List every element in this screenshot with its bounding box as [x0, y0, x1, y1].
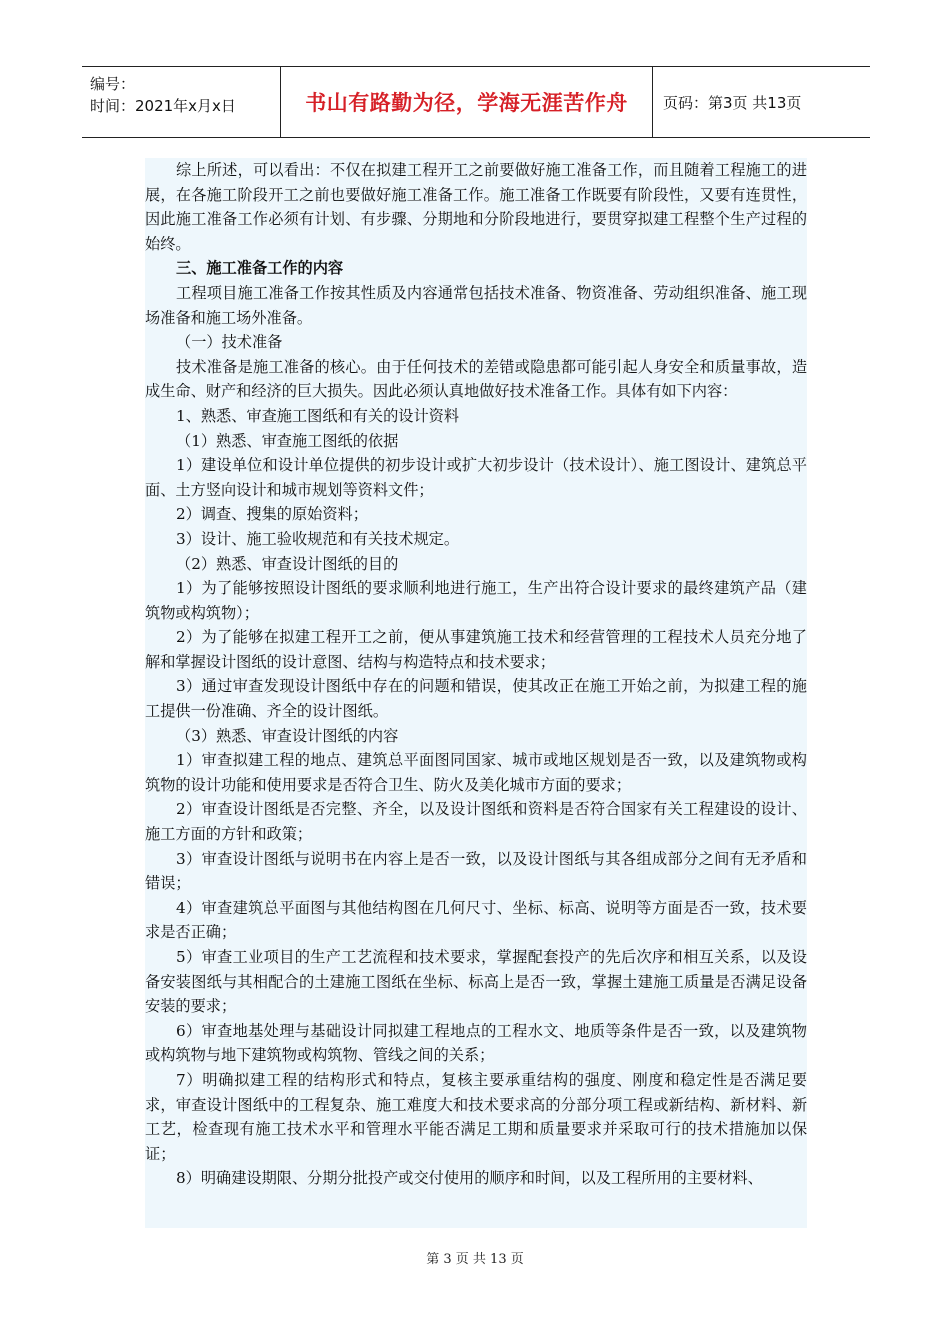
list-item: 1）为了能够按照设计图纸的要求顺利地进行施工，生产出符合设计要求的最终建筑产品（建筑物或构筑物）； — [145, 579, 807, 622]
subsection-heading: （一）技术准备 — [176, 333, 283, 352]
header-meta — [82, 67, 281, 137]
paragraph: 综上所述，可以看出：不仅在拟建工程开工之前要做好施工准备工作，而且随着工程施工的进展，在各施工阶段开工之前也要做好施工准备工作。施工准备工作既要有阶段性，又要有连贯性，因此施工准备工作必须有计划、有步骤、分期地和分阶段地进行，要贯穿拟建工程整个生产过程的始终。 — [145, 161, 807, 253]
page-footer: 第 3 页 共 13 页 — [426, 1252, 524, 1267]
list-item: 6）审查地基处理与基础设计同拟建工程地点的工程水文、地质等条件是否一致，以及建筑物或构筑物与地下建筑物或构筑物、管线之间的关系； — [145, 1021, 807, 1065]
page-header — [82, 66, 870, 138]
item-heading: （3）熟悉、审查设计图纸的内容 — [176, 726, 399, 745]
paragraph: 工程项目施工准备工作按其性质及内容通常包括技术准备、物资准备、劳动组织准备、施工现场准备和施工场外准备。 — [145, 283, 807, 327]
header-motto-cell — [281, 67, 653, 137]
item-heading: 1、熟悉、审查施工图纸和有关的设计资料 — [176, 406, 460, 425]
list-item: 2）审查设计图纸是否完整、齐全，以及设计图纸和资料是否符合国家有关工程建设的设计、施工方面的方针和政策； — [145, 800, 807, 844]
list-item: 8）明确建设期限、分期分批投产或交付使用的顺序和时间，以及工程所用的主要材料、 — [176, 1169, 763, 1188]
header-page-info: 页码：第3页 共13页 — [663, 93, 802, 112]
list-item: 1）审查拟建工程的地点、建筑总平面图同国家、城市或地区规划是否一致，以及建筑物或构筑物的设计功能和使用要求是否符合卫生、防火及美化城市方面的要求； — [145, 751, 807, 794]
list-item: 4）审查建筑总平面图与其他结构图在几何尺寸、坐标、标高、说明等方面是否一致，技术要求是否正确； — [145, 898, 807, 942]
header-motto: 书山有路勤为径，学海无涯苦作舟 — [305, 91, 628, 115]
list-item: 2）调查、搜集的原始资料； — [176, 505, 368, 524]
section-heading: 三、施工准备工作的内容 — [176, 259, 344, 278]
item-heading: （1）熟悉、审查施工图纸的依据 — [176, 431, 399, 450]
paragraph: 技术准备是施工准备的核心。由于任何技术的差错或隐患都可能引起人身安全和质量事故，造成生命、财产和经济的巨大损失。因此必须认真地做好技术准备工作。具体有如下内容： — [145, 357, 807, 401]
list-item: 3）审查设计图纸与说明书在内容上是否一致，以及设计图纸与其各组成部分之间有无矛盾和错误； — [145, 849, 807, 893]
document-number-label: 编号： — [90, 75, 136, 93]
item-heading: （2）熟悉、审查设计图纸的目的 — [176, 554, 399, 573]
list-item: 2）为了能够在拟建工程开工之前，便从事建筑施工技术和经营管理的工程技术人员充分地了解和掌握设计图纸的设计意图、结构与构造特点和技术要求； — [145, 628, 807, 671]
list-item: 7）明确拟建工程的结构形式和特点，复核主要承重结构的强度、刚度和稳定性是否满足要求，审查设计图纸中的工程复杂、施工难度大和技术要求高的分部分项工程或新结构、新材料、新工艺，检查现有施工技术水平和管理水平能否满足工期和质量要求并采取可行的技术措施加以保证； — [145, 1070, 807, 1163]
document-body — [145, 158, 807, 1228]
list-item: 1）建设单位和设计单位提供的初步设计或扩大初步设计（技术设计）、施工图设计、建筑总平面、土方竖向设计和城市规划等资料文件； — [145, 456, 807, 499]
list-item: 5）审查工业项目的生产工艺流程和技术要求，掌握配套投产的先后次序和相互关系，以及设备安装图纸与其相配合的土建施工图纸在坐标、标高上是否一致，掌握土建施工质量是否满足设备安装的要求； — [145, 948, 807, 1016]
list-item: 3）通过审查发现设计图纸中存在的问题和错误，使其改正在施工开始之前，为拟建工程的施工提供一份准确、齐全的设计图纸。 — [145, 677, 807, 721]
document-date: 时间：2021年x月x日 — [90, 97, 236, 115]
list-item: 3）设计、施工验收规范和有关技术规定。 — [176, 529, 460, 548]
